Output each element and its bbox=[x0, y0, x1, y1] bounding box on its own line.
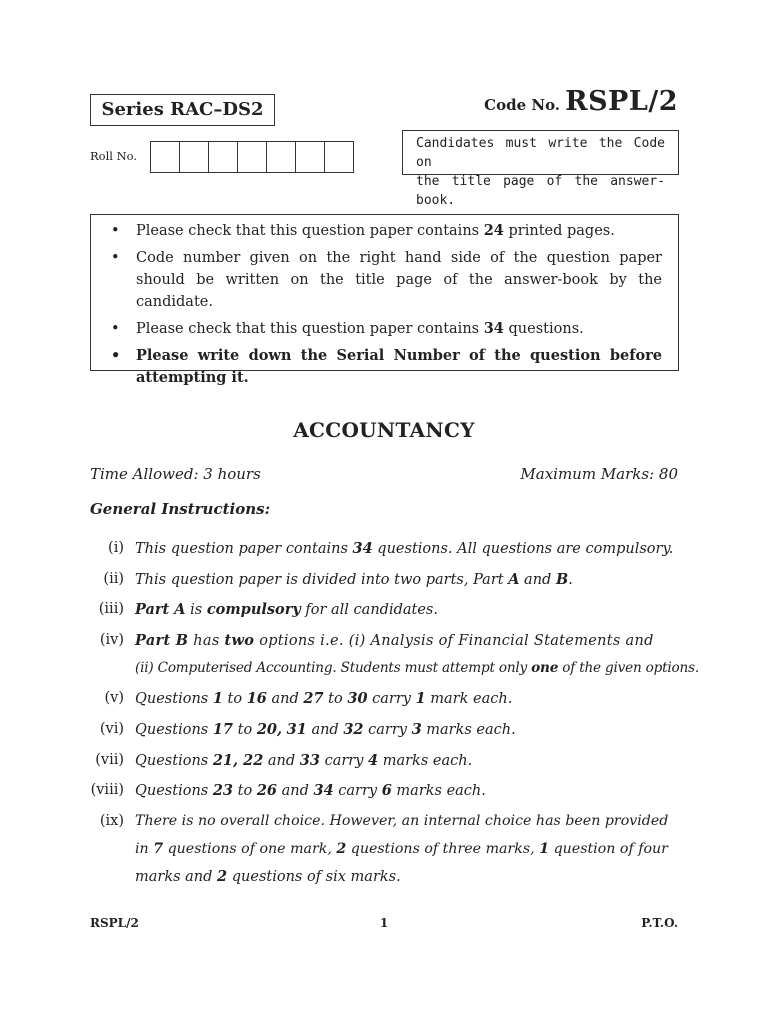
instruction-number: (vi) bbox=[99, 721, 124, 737]
roll-number-label: Roll No. bbox=[90, 149, 138, 163]
instruction-text: Part A is compulsory for all candidates. bbox=[135, 601, 438, 618]
notice-text: Please write down the Serial Number of the question before attempting it. bbox=[136, 347, 662, 386]
roll-number-box[interactable] bbox=[237, 141, 267, 173]
instruction-number: (v) bbox=[104, 690, 124, 706]
instruction-text: Questions 17 to 20, 31 and 32 carry 3 marks each. bbox=[135, 721, 516, 738]
notice-item bbox=[111, 220, 662, 242]
code-value: RSPL/2 bbox=[565, 86, 678, 117]
notice-text: Code number given on the right hand side of the question paper should be written on the title page of the answer-book by the candidate. bbox=[136, 250, 662, 310]
instruction-number: (ix) bbox=[99, 813, 124, 829]
code-number bbox=[484, 86, 678, 117]
notice-emphasis: 34 bbox=[483, 320, 504, 337]
instruction-text: There is no overall choice. However, an internal choice has been provided bbox=[135, 813, 669, 829]
maximum-marks: Maximum Marks: 80 bbox=[520, 465, 678, 483]
roll-number-box[interactable] bbox=[208, 141, 238, 173]
candidate-note-line: the title page of the answer-book. bbox=[416, 174, 665, 208]
series-label: Series RAC–DS2 bbox=[90, 94, 275, 126]
roll-number-box[interactable] bbox=[266, 141, 296, 173]
please-turn-over: P.T.O. bbox=[641, 916, 678, 930]
instruction-text: Questions 23 to 26 and 34 carry 6 marks each. bbox=[135, 782, 486, 799]
roll-number-box[interactable] bbox=[179, 141, 209, 173]
instruction-text: Questions 1 to 16 and 27 to 30 carry 1 mark each. bbox=[135, 690, 513, 707]
notice-text: Please check that this question paper contains bbox=[136, 321, 484, 337]
footer-code: RSPL/2 bbox=[90, 916, 139, 930]
notice-text: questions. bbox=[503, 321, 584, 337]
instruction-number: (iv) bbox=[99, 632, 124, 648]
check-notice-box bbox=[90, 214, 679, 386]
candidate-note-line: Candidates must write the Code on bbox=[416, 136, 665, 170]
page-number: 1 bbox=[379, 916, 389, 930]
instruction-number: (viii) bbox=[90, 782, 124, 798]
instruction-text: marks and 2 questions of six marks. bbox=[135, 868, 401, 885]
instruction-text: in 7 questions of one mark, 2 questions of three marks, 1 question of four bbox=[135, 841, 668, 857]
instruction-text: This question paper is divided into two parts, Part A and B. bbox=[135, 571, 573, 588]
instruction-text: This question paper contains 34 questions. All questions are compulsory. bbox=[135, 540, 674, 557]
roll-number-box[interactable] bbox=[324, 141, 354, 173]
notice-emphasis: 24 bbox=[483, 222, 504, 239]
bullet-icon: • bbox=[111, 321, 120, 337]
notice-item bbox=[111, 247, 662, 313]
roll-number-box[interactable] bbox=[295, 141, 325, 173]
time-allowed: Time Allowed: 3 hours bbox=[90, 465, 261, 483]
candidate-code-note bbox=[402, 130, 679, 208]
instruction-text: (ii) Computerised Accounting. Students must attempt only one of the given options. bbox=[135, 660, 699, 676]
roll-number-box[interactable] bbox=[150, 141, 180, 173]
instruction-number: (vii) bbox=[95, 752, 124, 768]
code-label: Code No. bbox=[484, 96, 561, 114]
bullet-icon: • bbox=[111, 223, 120, 239]
paper-title: ACCOUNTANCY bbox=[293, 418, 475, 442]
notice-item bbox=[111, 345, 662, 389]
instruction-number: (iii) bbox=[98, 601, 124, 617]
notice-text: Please check that this question paper contains bbox=[136, 223, 484, 239]
notice-text: printed pages. bbox=[503, 223, 615, 239]
instruction-text: Questions 21, 22 and 33 carry 4 marks each. bbox=[135, 752, 473, 769]
roll-number-boxes bbox=[150, 141, 354, 173]
general-instructions-heading: General Instructions: bbox=[90, 500, 271, 518]
instruction-text: Part B has two options i.e. (i) Analysis of Financial Statements and bbox=[135, 632, 654, 649]
instruction-number: (i) bbox=[108, 540, 124, 556]
bullet-icon: • bbox=[111, 347, 121, 364]
bullet-icon: • bbox=[111, 250, 120, 266]
notice-item bbox=[111, 318, 662, 340]
instruction-number: (ii) bbox=[103, 571, 124, 587]
